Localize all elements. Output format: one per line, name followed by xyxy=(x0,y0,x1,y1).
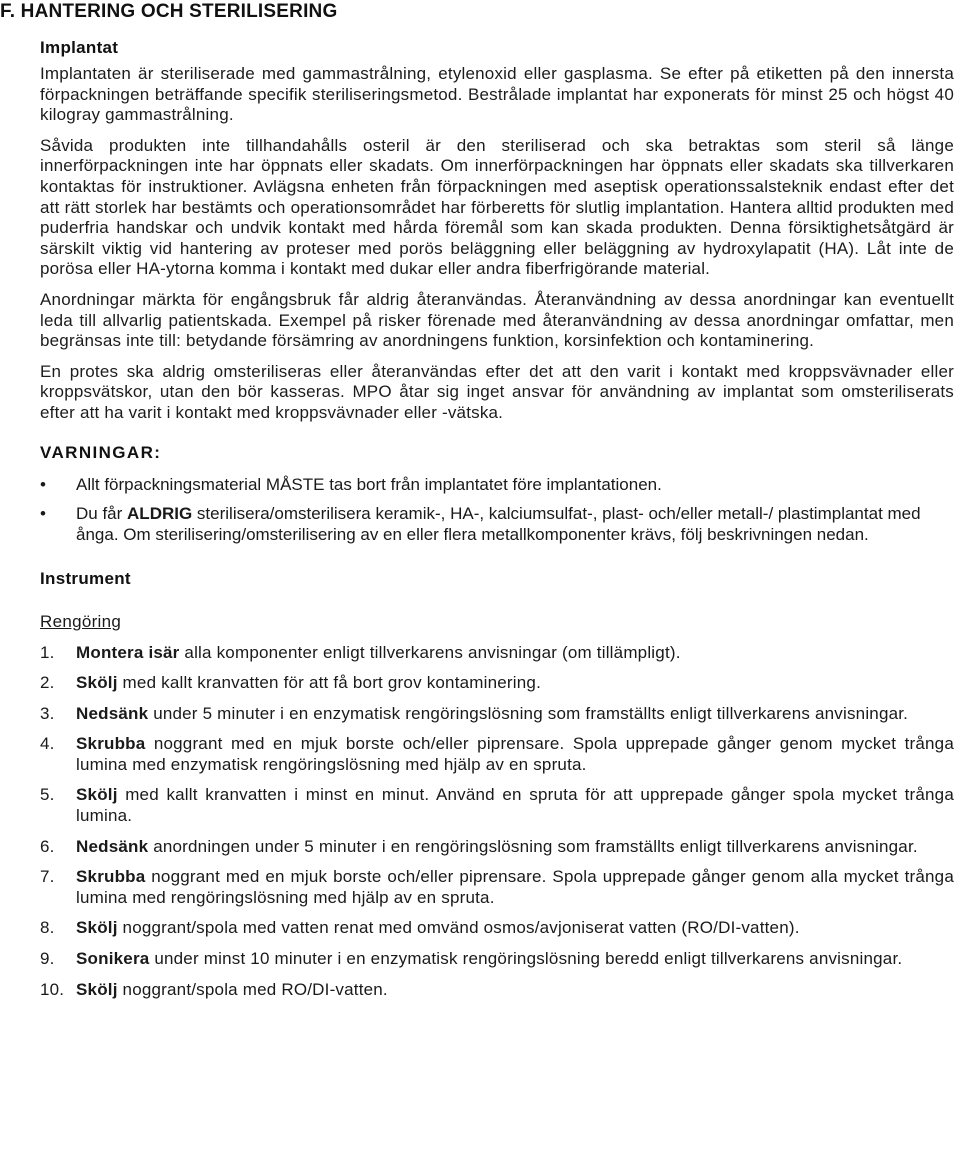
step-number: 6. xyxy=(40,836,55,856)
step-action: Nedsänk xyxy=(76,836,149,856)
cleaning-step xyxy=(40,980,954,1001)
step-text: noggrant/spola med vatten renat med omvänd osmos/avjoniserat vatten (RO/DI-vatten). xyxy=(117,918,800,938)
step-action: Skölj xyxy=(76,785,118,805)
step-action: Skölj xyxy=(76,918,118,938)
document-body xyxy=(40,36,954,1010)
cleaning-step xyxy=(40,918,954,939)
step-action: Montera isär xyxy=(76,642,180,662)
cleaning-step xyxy=(40,673,954,694)
step-action: Skölj xyxy=(76,979,118,999)
step-text: anordningen under 5 minuter i en rengöringslösning som framställts enligt tillverkarens anvisningar. xyxy=(148,836,918,856)
step-text: med kallt kranvatten i minst en minut. Använd en spruta för att upprepade gånger spola mycket trånga lumina. xyxy=(76,785,954,826)
step-action: Skrubba xyxy=(76,867,146,887)
step-action: Sonikera xyxy=(76,949,150,969)
cleaning-step xyxy=(40,734,954,775)
step-number: 4. xyxy=(40,734,55,754)
implantat-paragraph-4: En protes ska aldrig omsteriliseras eller återanvändas efter det att den varit i kontakt med kroppsvävnader eller kroppsvätskor, utan den bör kasseras. MPO åtar sig inget ansvar för användning av implantat som omsteriliserats efter att ha varit i kontakt med kroppsvävnader eller -vätska. xyxy=(40,361,954,422)
implantat-paragraph-3: Anordningar märkta för engångsbruk får aldrig återanvändas. Återanvändning av dessa anordningar kan eventuellt leda till allvarlig patientskada. Exempel på risker förenade med återanvändning av dessa anordningar omfattar, men begränsas inte till: betydande försämring av anordningens funktion, korsinfektion och kontaminering. xyxy=(40,289,954,351)
bullet-icon: • xyxy=(40,503,46,523)
warning-emphasis: ALDRIG xyxy=(127,503,193,523)
step-action: Skölj xyxy=(76,673,118,693)
step-number: 5. xyxy=(40,785,55,805)
implantat-paragraph-2: Såvida produkten inte tillhandahålls osteril är den steriliserad och ska betraktas som steril så länge innerförpackningen inte har öppnats eller skadats. Om innerförpackningen har öppnats eller skadats ska tillverkaren kontaktas för instruktioner. Avlägsna enheten från förpackningen med aseptisk operationssalsteknik endast efter det att rätt storlek har bestämts och operationsområdet har förberetts för slutlig implantation. Hantera alltid produkten med puderfria handskar och undvik kontakt med hårda föremål som kan skada produkten. Denna försiktighetsåtgärd är särskilt viktig vid hantering av proteser med porös beläggning eller beläggning av hydroxylapatit (HA). Låt inte de porösa eller HA-ytorna komma i kontakt med dukar eller andra fiberfrigörande material. xyxy=(40,135,954,279)
step-text: under minst 10 minuter i en enzymatisk rengöringslösning beredd enligt tillverkarens anvisningar. xyxy=(149,949,903,969)
step-text: alla komponenter enligt tillverkarens anvisningar (om tillämpligt). xyxy=(179,642,681,662)
step-text: under 5 minuter i en enzymatisk rengöringslösning som framställts enligt tillverkarens anvisningar. xyxy=(148,703,909,723)
instrument-heading: Instrument xyxy=(40,568,131,588)
step-number: 8. xyxy=(40,918,55,938)
implantat-heading: Implantat xyxy=(40,38,119,57)
cleaning-step xyxy=(40,643,954,664)
warning-text-prefix: Du får xyxy=(76,503,128,523)
cleaning-step xyxy=(40,785,954,826)
cleaning-step xyxy=(40,867,954,908)
warnings-title: VARNINGAR: xyxy=(40,442,162,462)
step-number: 3. xyxy=(40,703,55,723)
bullet-icon: • xyxy=(40,474,46,494)
warning-text-suffix: sterilisera/omsterilisera keramik-, HA-, kalciumsulfat-, plast- och/eller metall-/ plastimplantat med ånga. Om sterilisering/omsterilisering av en eller flera metallkomponenter krävs, följ beskrivningen nedan. xyxy=(76,503,921,544)
step-text: noggrant med en mjuk borste och/eller piprensare. Spola upprepade gånger genom mycket trånga lumina med enzymatisk rengöringslösning med hjälp av en spruta. xyxy=(76,734,954,774)
section-title: F. HANTERING OCH STERILISERING xyxy=(0,1,338,22)
implantat-paragraph-1: Implantaten är steriliserade med gammastrålning, etylenoxid eller gasplasma. Se efter på etiketten på den innersta förpackningen beträffande specifik steriliseringsmetod. Bestrålade implantat har exponerats för minst 25 och högst 40 kilogray gammastrålning. xyxy=(40,64,954,125)
step-action: Nedsänk xyxy=(76,703,149,723)
step-text: noggrant/spola med RO/DI-vatten. xyxy=(117,979,388,999)
step-action: Skrubba xyxy=(76,734,146,754)
cleaning-step xyxy=(40,704,954,725)
warnings-list xyxy=(40,474,954,545)
cleaning-step xyxy=(40,837,954,858)
step-number: 1. xyxy=(40,642,55,662)
step-number: 10. xyxy=(40,979,65,999)
warning-item xyxy=(40,474,954,495)
warning-item xyxy=(40,503,954,545)
cleaning-title: Rengöring xyxy=(40,611,122,631)
step-text: noggrant med en mjuk borste och/eller piprensare. Spola upprepade gånger genom alla mycket trånga lumina med rengöringslösning med hjälp av en spruta. xyxy=(76,867,954,907)
step-number: 2. xyxy=(40,673,55,693)
cleaning-step xyxy=(40,949,954,970)
cleaning-steps-list xyxy=(40,643,954,1001)
step-text: med kallt kranvatten för att få bort grov kontaminering. xyxy=(117,673,542,693)
warning-text: Allt förpackningsmaterial MÅSTE tas bort från implantatet före implantationen. xyxy=(76,474,662,494)
step-number: 7. xyxy=(40,867,55,887)
step-number: 9. xyxy=(40,949,55,969)
